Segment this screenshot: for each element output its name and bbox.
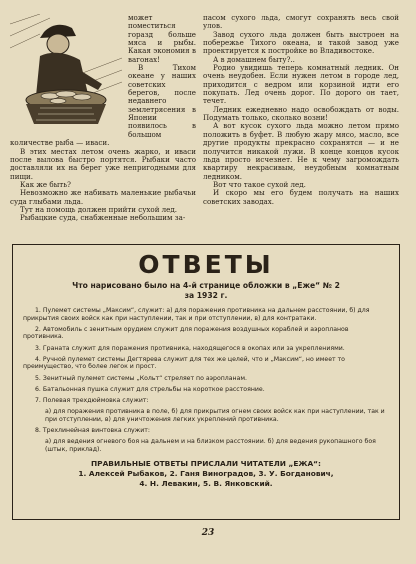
paragraph: Как же быть? [20,179,71,189]
page-number: 23 [201,528,215,538]
answers-subtitle [23,281,389,301]
subtitle-line: за 1932 г. [184,291,228,300]
paragraph: Завод сухого льда должен быть выстроен на побережье Тихого океана, и такой завод уже проектируется к постройке во Владивостоке. [203,29,399,56]
readers-names: 1. Алексей Рыбаков, 2. Ганя Виноградов, 3. У. Богданович, [78,469,334,479]
answer-item [23,307,389,322]
answers-box [12,244,400,520]
answer-text: 3. Граната служит для поражения противника, находящегося в окопах или за укреплениями. [35,344,345,352]
paragraph: А вот кусок сухого льда можно летом прямо положить в буфет. В любую жару мясо, масло, все другие продукты прекрасно сохранятся — и не получится никакой лужи. В конце концов кусок льда просто исчезнет. Не к чему загромождать квартиру некрасивым, неудобным комнатным ледником. [203,121,399,181]
paragraph: А в домашнем быту?.. [213,54,295,64]
paragraph: В Тихом океане у наших советских берегов, после недавнего землетрясения в Японии появилось в большом количестве рыба — иваси. [10,63,196,148]
paragraph: может поместиться горазд больше мяса и рыбы. Какая экономия в вагонах! [128,13,196,64]
answer-item [23,375,389,383]
answer-text: 6. Батальонная пушка служит для стрельбы на короткое расстояние. [35,385,265,393]
answer-item [23,427,389,435]
paragraph: Невозможно же набивать маленькие рыбачьи суда глыбами льда. [10,188,196,206]
answer-item [23,326,389,341]
left-column [10,14,196,223]
answer-item [23,356,389,371]
paragraph: Родио увидишь теперь комнатный ледник. Он очень неудобен. Если нужен летом в городе лед, приходится с ведром или корзиной идти его покупать. Лед очень дорог. По дорого он тает, течет. [203,63,399,106]
answer-text: 2. Автомобиль с зенитным орудием служит для поражения воздушных кораблей и аэропланов противника. [23,325,349,341]
paragraph: И скоро мы его будем получать на наших советских заводах. [203,188,399,206]
subtitle-line: Что нарисовано было на 4-й странице обложки в „Еже“ № 2 [72,281,340,290]
paragraph: Ледник ежедневно надо освобождать от воды. Подумать только, сколько возни! [203,104,399,123]
answer-item [23,345,389,353]
answer-item [23,397,389,405]
paragraph: В этих местах летом очень жарко, и иваси после вылова быстро портятся. Рыбаки часто доставляли их на берег уже непригодными для пищи. [10,146,196,181]
right-column [203,14,399,206]
readers-heading: ПРАВИЛЬНЫЕ ОТВЕТЫ ПРИСЛАЛИ ЧИТАТЕЛИ „ЕЖА“: [90,459,321,469]
paragraph: Тут на помощь должен прийти сухой лед. [20,204,178,214]
answer-subitem: а) для поражения противника в поле, б) для прикрытия огнем своих войск как при наступлении, так и при отступлении, в) для уничтожения легких укреплений противника. [45,408,385,423]
answer-text: 1. Пулемет системы „Максим“, служит: а) для поражения противника на дальнем расстоянии, б) для прикрытия своих войск как при наступлении, так и при отступлении, в) для контратаки. [23,307,370,322]
readers-names: 4. Н. Левакин, 5. В. Янковский. [139,479,273,489]
fisherman-illustration [10,14,122,130]
answers-title: ОТВЕТЫ [138,250,274,279]
paragraph: Рыбацкие суда, снабженные небольшим за- [20,213,186,223]
answer-text: 8. Трехлинейная винтовка служит: [35,426,150,434]
answer-subitem: а) для ведения огневого боя на дальнем и на близком расстоянии. б) для ведения рукопашного боя (штык, приклад). [45,438,376,453]
paragraph: пасом сухого льда, смогут сохранять весь свой улов. [203,13,399,31]
paragraph: Вот что такое сухой лед. [213,179,306,189]
answer-text: 5. Зенитный пулемет системы „Кольт“ стреляет по аэропланам. [35,374,248,382]
answer-text: 7. Полевая трехдюймовка служит: [35,396,149,404]
readers-list [23,459,389,489]
answer-text: 4. Ручной пулемет системы Дегтярева служит для тех же целей, что и „Максим“, но имеет то преимущество, что более легок и прост. [23,355,345,371]
answer-item [23,386,389,394]
